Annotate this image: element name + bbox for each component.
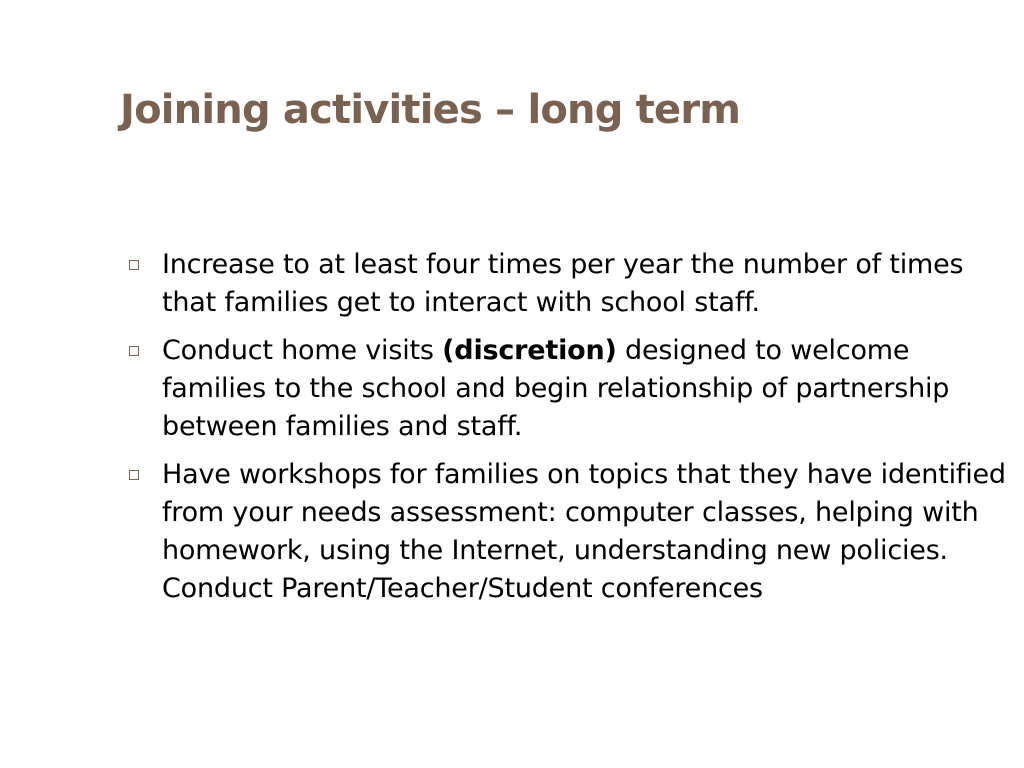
- bullet-item: [124, 332, 1012, 446]
- bullet-text: Have workshops for families on topics that they have identified from your needs assessment: computer classes, helping with homework, using the Internet, understanding new policies. Conduct Parent/Teacher/Student conferences: [162, 459, 1006, 604]
- bullet-text-start: Conduct home visits: [162, 335, 443, 366]
- bullet-emphasis: (discretion): [442, 335, 617, 366]
- bullet-list: [124, 246, 1012, 618]
- square-bullet-icon: [129, 260, 139, 270]
- bullet-text-end: designed to welcome families to the school and begin relationship of partnership between families and staff.: [162, 335, 950, 442]
- slide-title: Joining activities – long term: [120, 87, 741, 133]
- square-bullet-icon: [129, 346, 139, 356]
- bullet-text: Increase to at least four times per year the number of times that families get to interact with school staff.: [162, 249, 964, 318]
- bullet-item: [124, 456, 1012, 608]
- square-bullet-icon: [129, 470, 139, 480]
- bullet-item: [124, 246, 1012, 322]
